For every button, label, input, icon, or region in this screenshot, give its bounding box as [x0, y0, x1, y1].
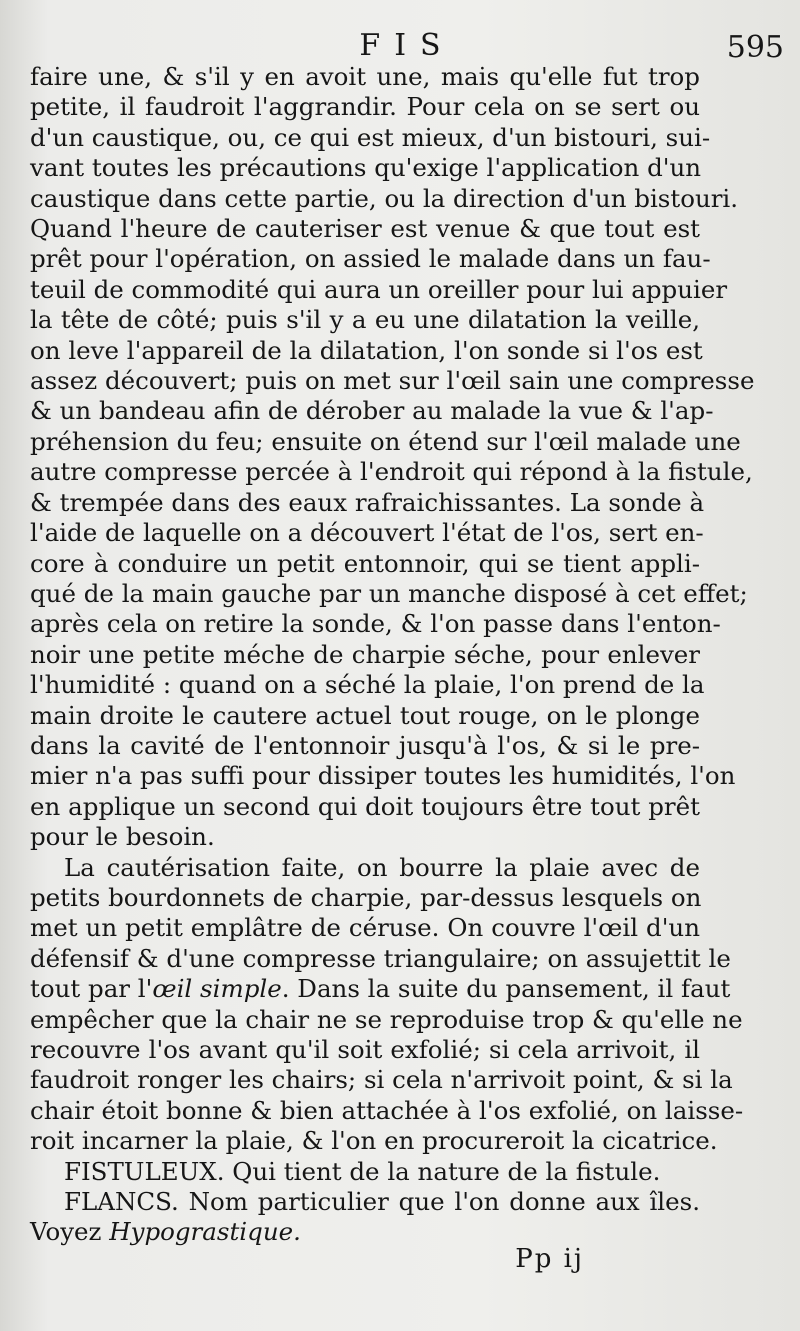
text-line: en applique un second qui doit toujours être tout prêt	[30, 791, 700, 821]
text-line: & trempée dans des eaux rafraichissantes. La sonde à	[30, 487, 705, 517]
text-line: d'un caustique, ou, ce qui est mieux, d'un bistouri, sui-	[30, 122, 711, 152]
text-line: dans la cavité de l'entonnoir jusqu'à l'os, & si le pre-	[30, 730, 700, 760]
signature-mark: Pp ij	[515, 1244, 584, 1274]
text-line: prêt pour l'opération, on assied le malade dans un fau-	[30, 244, 711, 274]
text-line: la tête de côté; puis s'il y a eu une dilatation la veille,	[30, 305, 700, 335]
cross-reference-link: Hypograstique.	[109, 1217, 301, 1247]
text-line: mier n'a pas suffi pour dissiper toutes les humidités, l'on	[30, 761, 736, 791]
text-line: après cela on retire la sonde, & l'on passe dans l'enton-	[30, 609, 721, 639]
text-line: teuil de commodité qui aura un oreiller pour lui appuier	[30, 274, 728, 304]
page-number: 595	[726, 30, 784, 65]
text-line: l'humidité : quand on a séché la plaie, l'on prend de la	[30, 670, 705, 700]
text-line: core à conduire un petit entonnoir, qui se tient appli-	[30, 548, 700, 578]
entry-flancs	[30, 1187, 700, 1217]
entry-fistuleux	[30, 1157, 700, 1187]
text-line: préhension du feu; ensuite on étend sur l'œil malade une	[30, 426, 741, 456]
text-line: Quand l'heure de cauteriser est venue & que tout est	[30, 214, 700, 244]
cross-reference: Voyez Hypograstique.	[30, 1217, 301, 1247]
text-line: pour le besoin.	[30, 822, 215, 852]
entry-term: FISTULEUX.	[64, 1156, 225, 1186]
text-line: faire une, & s'il y en avoit une, mais qu'elle fut trop	[30, 62, 700, 91]
text-line: empêcher que la chair ne se reproduise trop & qu'elle ne	[30, 1004, 743, 1034]
text-line: on leve l'appareil de la dilatation, l'on sonde si l'os est	[30, 335, 703, 365]
entry-definition: Qui tient de la nature de la fistule.	[224, 1156, 661, 1186]
paragraph-cauterisation-procedure	[30, 62, 755, 853]
text-line: faudroit ronger les chairs; si cela n'arrivoit point, & si la	[30, 1065, 733, 1095]
paragraph-after-cauterisation	[30, 852, 744, 1157]
entry-definition: Nom particulier que l'on donne aux îles.	[178, 1187, 700, 1217]
text-line: l'aide de laquelle on a découvert l'état de l'os, sert en-	[30, 518, 704, 548]
text-line: met un petit emplâtre de céruse. On couvre l'œil d'un	[30, 913, 700, 943]
body-text	[30, 62, 755, 1248]
text-line: défensif & d'une compresse triangulaire; on assujettit le	[30, 943, 731, 973]
text-line: vant toutes les précautions qu'exige l'application d'un	[30, 153, 702, 183]
text-line: petite, il faudroit l'aggrandir. Pour cela on se sert ou	[30, 92, 700, 122]
text-line: recouvre l'os avant qu'il soit exfolié; si cela arrivoit, il	[30, 1035, 700, 1064]
text-line: roit incarner la plaie, & l'on en procureroit la cicatrice.	[30, 1126, 718, 1156]
text-line: caustique dans cette partie, ou la direction d'un bistouri.	[30, 183, 739, 213]
text-line: assez découvert; puis on met sur l'œil sain une compresse	[30, 366, 755, 396]
running-head: FIS	[359, 28, 455, 63]
text-line: noir une petite méche de charpie séche, pour enlever	[30, 639, 700, 669]
text-line: La cautérisation faite, on bourre la plaie avec de	[64, 852, 700, 882]
text-line: tout par l'œil simple. Dans la suite du pansement, il faut	[30, 974, 731, 1004]
text-line: main droite le cautere actuel tout rouge, on le plonge	[30, 700, 700, 730]
text-line: & un bandeau afin de dérober au malade la vue & l'ap-	[30, 396, 714, 426]
text-line: autre compresse percée à l'endroit qui répond à la fistule,	[30, 457, 753, 487]
text-line: qué de la main gauche par un manche disposé à cet effet;	[30, 578, 748, 608]
text-line: chair étoit bonne & bien attachée à l'os exfolié, on laisse-	[30, 1095, 744, 1125]
text-line: petits bourdonnets de charpie, par-dessus lesquels on	[30, 882, 702, 912]
italic-term: œil simple	[152, 974, 282, 1004]
entry-term: FLANCS.	[64, 1187, 179, 1217]
